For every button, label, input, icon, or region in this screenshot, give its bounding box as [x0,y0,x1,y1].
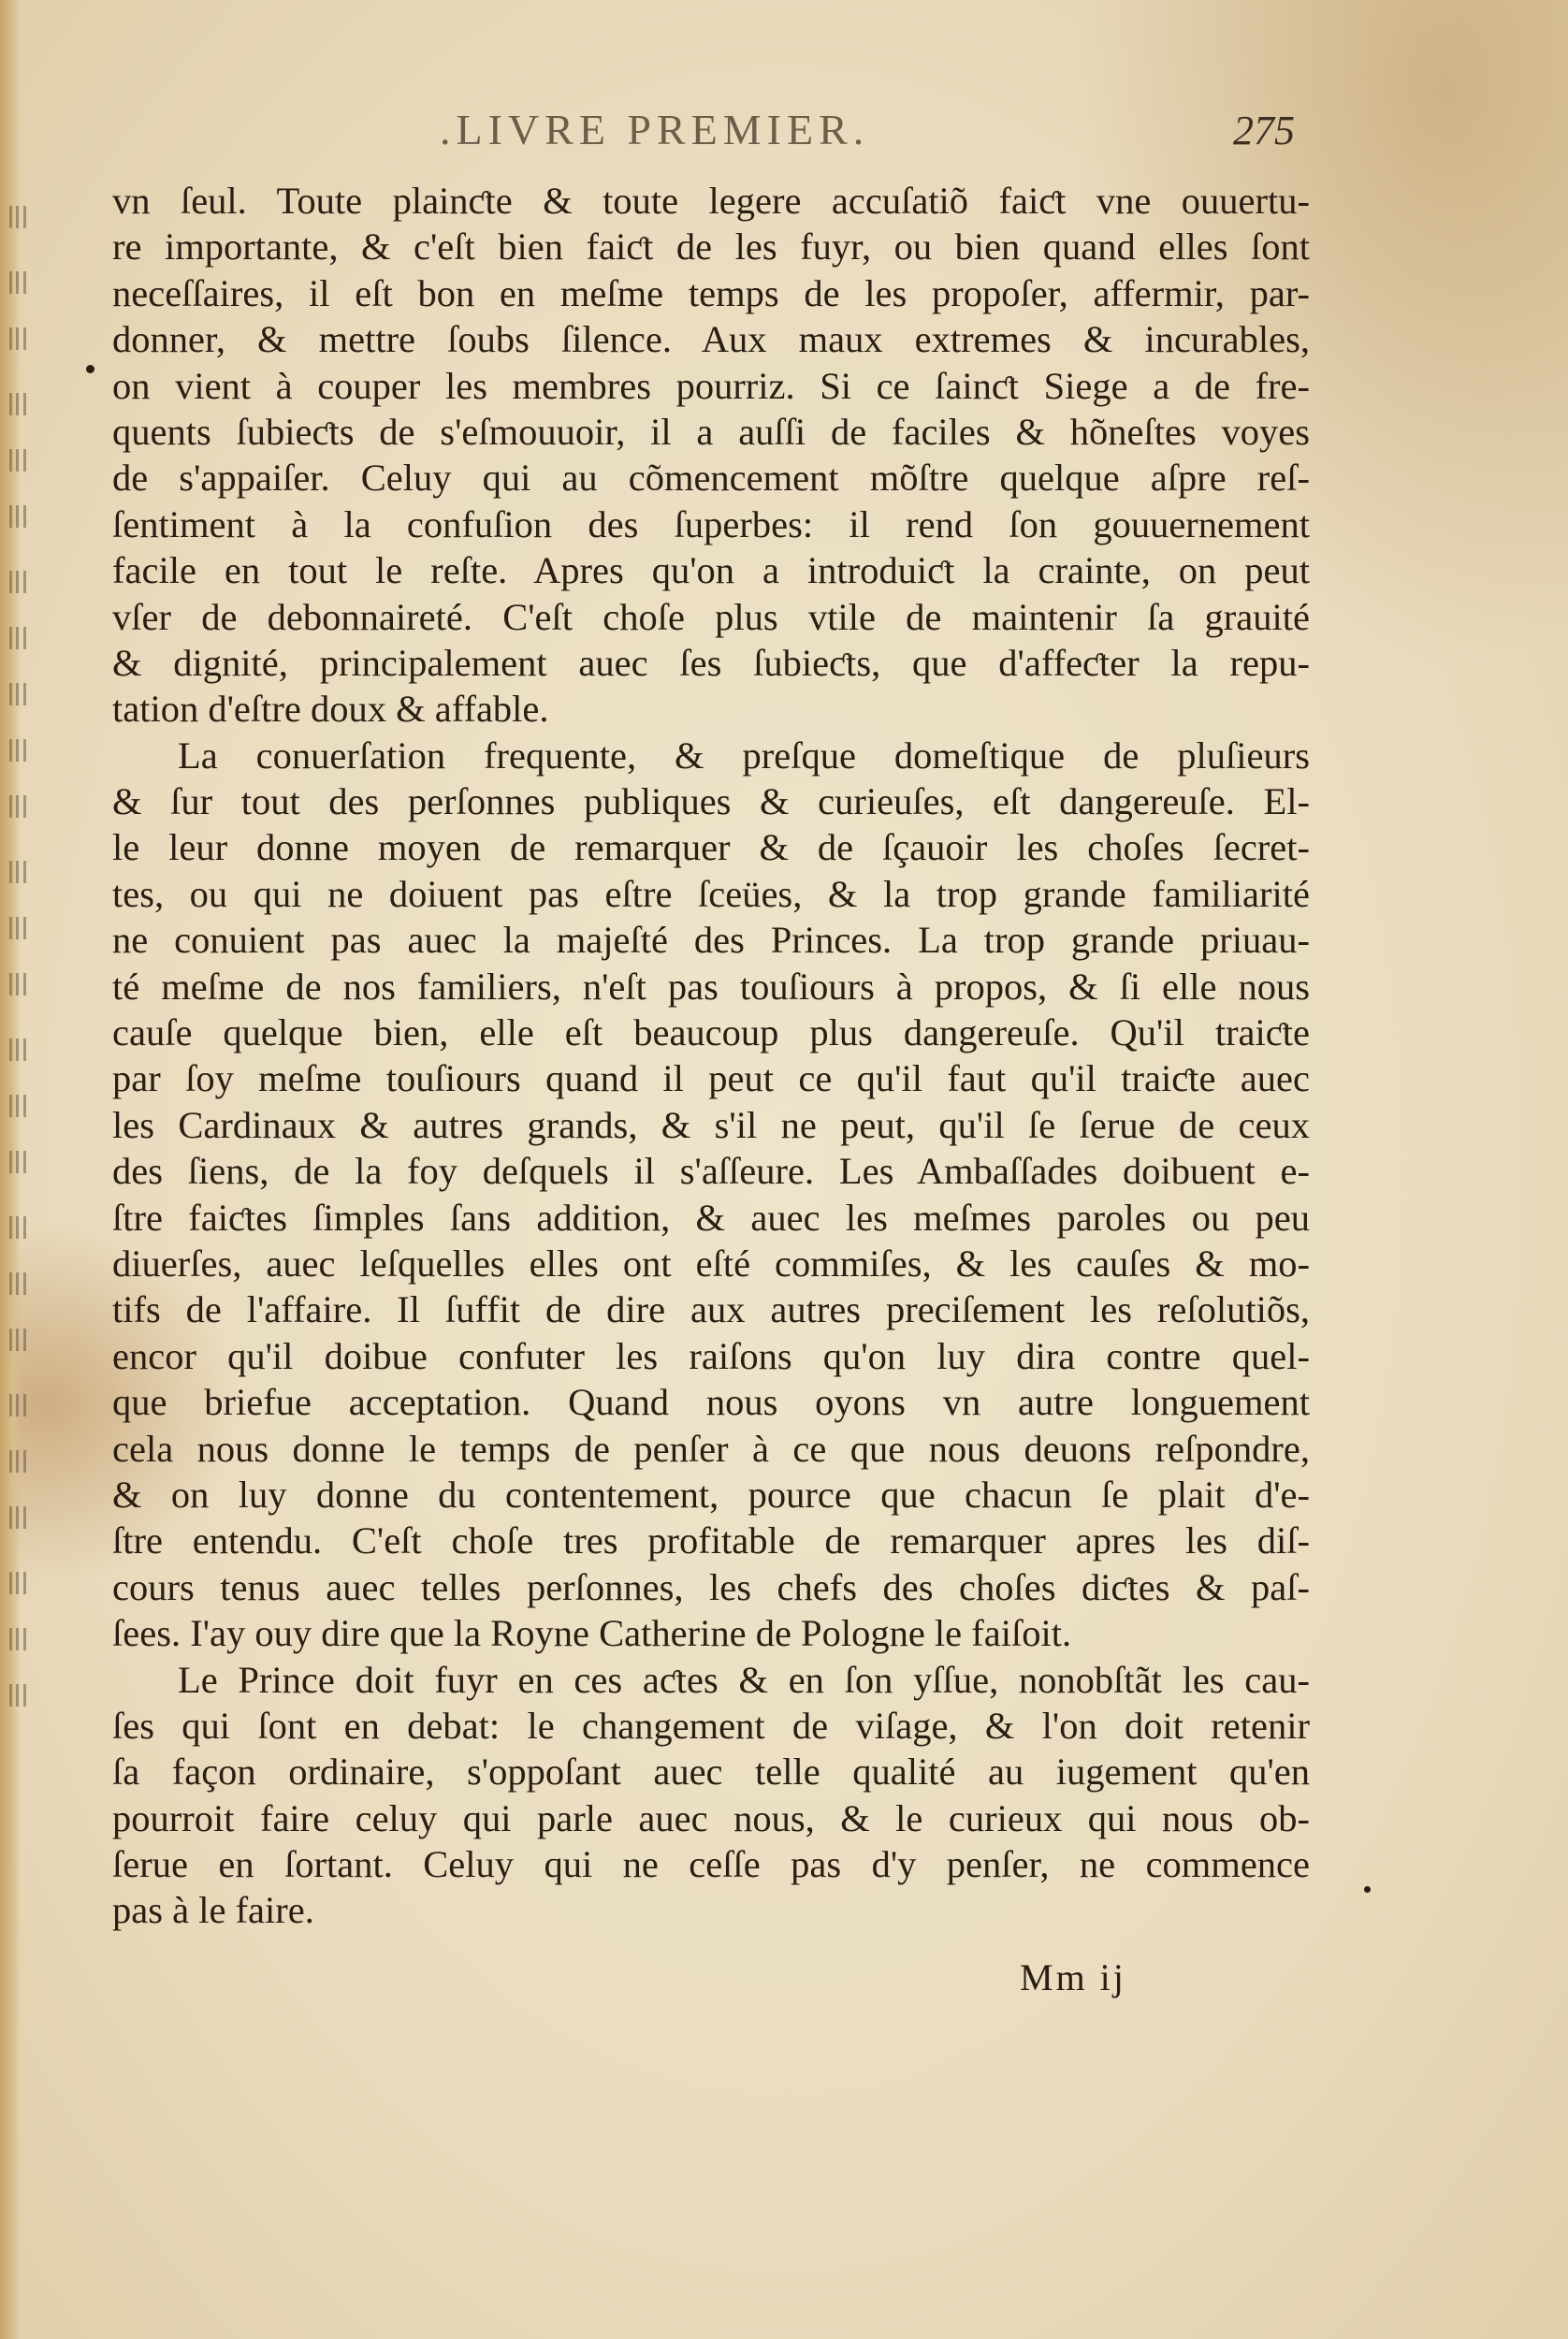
text-line: Le Prince doit fuyr en ces aƈtes & en ſon yſſue, nonobſtãt les cau- [178,1658,1310,1701]
text-line: ſa façon ordinaire, s'oppoſant auec telle qualité au iugement qu'en [112,1751,1310,1794]
text-line: pourroit faire celuy qui parle auec nous, & le curieux qui nous ob- [112,1796,1310,1839]
ink-spot [86,365,94,373]
text-line: La conuerſation frequente, & preſque domeſtique de pluſieurs [178,734,1310,777]
text-line: vſer de debonnaireté. C'eſt choſe plus vtile de maintenir ſa grauité [112,595,1310,638]
running-head [0,105,1568,161]
running-head-title: .LIVRE PREMIER. [440,106,870,153]
text-line: & dignité, principalement auec ſes ſubieƈts, que d'affeƈter la repu- [112,641,1310,684]
text-line: le leur donne moyen de remarquer & de ſçauoir les choſes ſecret- [112,826,1310,869]
text-line: ne conuient pas auec la majeſté des Princes. La trop grande priuau- [112,919,1310,962]
text-line: tes, ou qui ne doiuent pas eſtre ſceües, & la trop grande familiarité [112,872,1310,915]
text-line: diuerſes, auec leſquelles elles ont eſté commiſes, & les cauſes & mo- [112,1242,1310,1285]
text-line: ſees. I'ay ouy dire que la Royne Catherine de Pologne le faiſoit. [112,1612,1072,1655]
page-number: 275 [1233,108,1295,153]
text-line: té meſme de nos familiers, n'eſt pas touſiours à propos, & ſi elle nous [112,965,1310,1008]
text-line: pas à le faire. [112,1889,314,1932]
text-line: ſtre faiƈtes ſimples ſans addition, & auec les meſmes paroles ou peu [112,1196,1310,1239]
text-line: re importante, & c'eſt bien faiƈt de les fuyr, ou bien quand elles ſont [112,225,1310,269]
body-text [112,178,1310,1934]
text-line: vn ſeul. Toute plainƈte & toute legere accuſatiõ faiƈt vne ouuertu- [112,180,1310,222]
text-line: tifs de l'affaire. Il ſuffit de dire aux autres preciſement les reſolutiõs, [112,1288,1310,1331]
text-line: facile en tout le reſte. Apres qu'on a introduiƈt la crainte, on peut [112,549,1310,592]
text-line: & on luy donne du contentement, pource que chacun ſe plait d'e- [112,1473,1310,1516]
text-line: neceſſaires, il eſt bon en meſme temps de les propoſer, affermir, par- [112,271,1310,314]
text-line: cauſe quelque bien, elle eſt beaucoup plus dangereuſe. Qu'il traiƈte [112,1011,1310,1054]
text-line: cela nous donne le temps de penſer à ce que nous deuons reſpondre, [112,1427,1310,1470]
text-line: quents ſubieƈts de s'eſmouuoir, il a auſſi de faciles & hõneſtes voyes [112,410,1310,453]
text-line: de s'appaiſer. Celuy qui au cõmencement mõſtre quelque aſpre reſ- [112,457,1310,500]
text-line: encor qu'il doibue confuter les raiſons qu'on luy dira contre quel- [112,1334,1310,1377]
paragraph [112,1657,1310,1934]
text-line: cours tenus auec telles perſonnes, les chefs des choſes diƈtes & paſ- [112,1565,1310,1608]
text-line: que briefue acceptation. Quand nous oyons vn autre longuement [112,1381,1310,1424]
signature-mark: Mm ij [1020,1956,1126,1998]
text-line: ſes qui ſont en debat: le changement de viſage, & l'on doit retenir [112,1704,1310,1747]
text-line: donner, & mettre ſoubs ſilence. Aux maux extremes & incurables, [112,318,1310,361]
text-line: & ſur tout des perſonnes publiques & curieuſes, eſt dangereuſe. El- [112,780,1310,823]
text-line: par ſoy meſme touſiours quand il peut ce qu'il faut qu'il traiƈte auec [112,1057,1310,1100]
text-line: tation d'eſtre doux & affable. [112,688,549,731]
text-line: ſentiment à la confuſion des ſuperbes: il rend ſon gouuernement [112,502,1310,545]
text-line: des ſiens, de la foy deſquels il s'aſſeure. Les Ambaſſades doibuent e- [112,1150,1310,1193]
text-line: on vient à couper les membres pourriz. Si ce ſainƈt Siege a de fre- [112,364,1310,407]
paragraph [112,178,1310,733]
facing-page-bleed-through [0,178,41,1768]
text-line: ſtre entendu. C'eſt choſe tres profitable de remarquer apres les diſ- [112,1519,1310,1562]
ink-spot [1364,1886,1371,1893]
text-line: les Cardinaux & autres grands, & s'il ne peut, qu'il ſe ſerue de ceux [112,1103,1310,1146]
paragraph [112,733,1310,1657]
text-line: ſerue en ſortant. Celuy qui ne ceſſe pas d'y penſer, ne commence [112,1843,1310,1886]
